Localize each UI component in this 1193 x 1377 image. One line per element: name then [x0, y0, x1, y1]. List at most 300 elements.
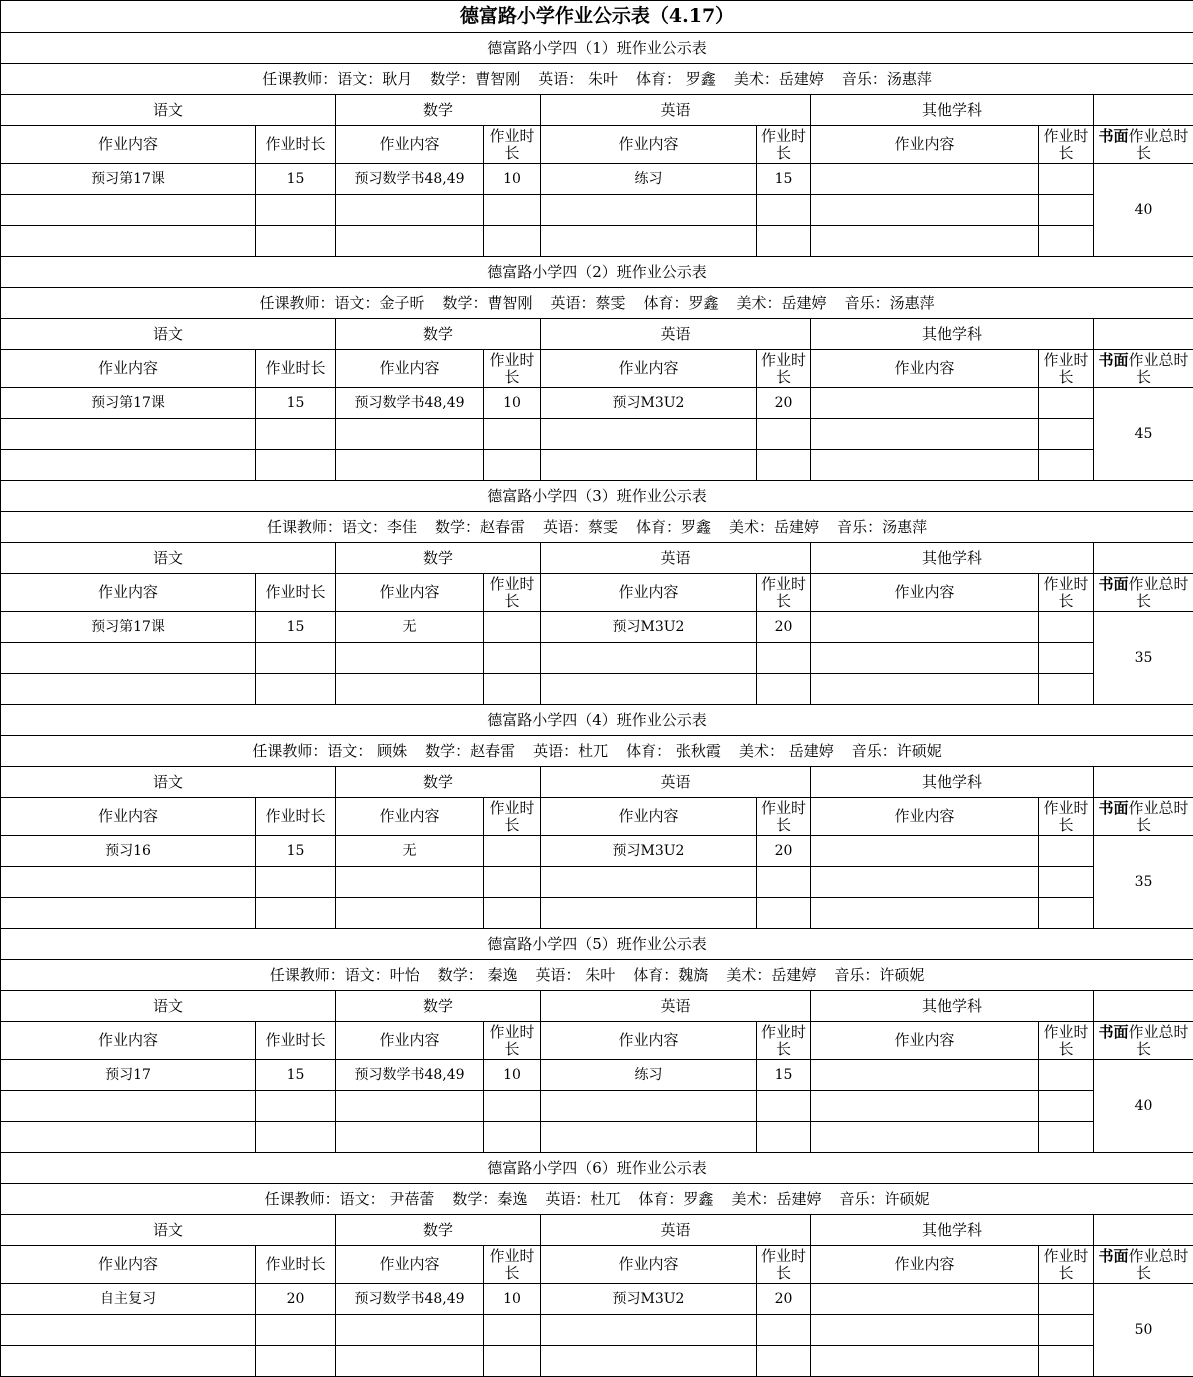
teacher-entry: 数学： 秦逸 [438, 966, 518, 984]
other-content-header: 作业内容 [811, 126, 1039, 164]
teacher-entry: 任课教师：语文：耿月 [262, 70, 412, 88]
other-time-header: 作业时长 [1039, 1022, 1094, 1060]
teacher-entry: 音乐：汤惠萍 [837, 518, 927, 536]
other-time-empty [1039, 674, 1094, 705]
teacher-entry: 英语：杜兀 [533, 742, 608, 760]
column-header-row [1, 574, 1193, 612]
sheet-title: 德富路小学作业公示表（4.17） [1, 1, 1193, 33]
english-time-header: 作业时长 [757, 798, 811, 836]
english-content-empty [541, 674, 757, 705]
total-header-rest: 作业总时长 [1129, 127, 1189, 162]
class-title-row [1, 257, 1193, 288]
homework-row [1, 164, 1193, 195]
other-content [811, 1284, 1039, 1315]
other-time [1039, 836, 1094, 867]
english-content: 预习M3U2 [541, 612, 757, 643]
math-content-header: 作业内容 [336, 574, 484, 612]
english-content-empty [541, 195, 757, 226]
english-time: 15 [757, 164, 811, 195]
teacher-entry: 数学：赵春雷 [435, 518, 525, 536]
subject-english: 英语 [541, 543, 811, 574]
english-time-empty [757, 1122, 811, 1153]
chinese-content-empty [1, 1315, 256, 1346]
chinese-time-header: 作业时长 [256, 1022, 336, 1060]
subject-math: 数学 [336, 1215, 541, 1246]
class-title-row [1, 1153, 1193, 1184]
teacher-entry: 数学：曹智刚 [443, 294, 533, 312]
homework-row [1, 836, 1193, 867]
teacher-entry: 美术：岳建婷 [731, 1190, 821, 1208]
other-time-empty [1039, 898, 1094, 929]
total-time: 35 [1094, 612, 1193, 705]
teachers-row [1, 736, 1193, 767]
teachers-row [1, 288, 1193, 319]
total-time: 50 [1094, 1284, 1193, 1377]
total-time-header [1094, 350, 1193, 388]
total-time: 35 [1094, 836, 1193, 929]
homework-row-empty [1, 195, 1193, 226]
chinese-time-empty [256, 450, 336, 481]
english-content-empty [541, 867, 757, 898]
chinese-time: 15 [256, 388, 336, 419]
total-header-rest: 作业总时长 [1129, 575, 1189, 610]
math-content-empty [336, 674, 484, 705]
other-content-header: 作业内容 [811, 1246, 1039, 1284]
chinese-content-empty [1, 1122, 256, 1153]
teachers-line [1, 960, 1193, 991]
subject-other: 其他学科 [811, 991, 1094, 1022]
total-time-header [1094, 126, 1193, 164]
subject-blank [1094, 767, 1193, 798]
homework-row-empty [1, 643, 1193, 674]
english-content-empty [541, 450, 757, 481]
math-content-empty [336, 450, 484, 481]
teacher-entry: 体育：罗鑫 [644, 294, 719, 312]
chinese-content-empty [1, 898, 256, 929]
math-time [484, 612, 541, 643]
teacher-entry: 体育：罗鑫 [636, 518, 711, 536]
subject-other: 其他学科 [811, 1215, 1094, 1246]
math-time-empty [484, 898, 541, 929]
teacher-entry: 数学：曹智刚 [430, 70, 520, 88]
math-content-empty [336, 226, 484, 257]
teacher-entry: 任课教师：语文： 尹蓓蕾 [265, 1190, 435, 1208]
teacher-entry: 英语：蔡雯 [543, 518, 618, 536]
chinese-content: 预习16 [1, 836, 256, 867]
other-content-empty [811, 674, 1039, 705]
english-time-empty [757, 1315, 811, 1346]
other-time-empty [1039, 450, 1094, 481]
subject-chinese: 语文 [1, 767, 336, 798]
teacher-entry: 体育： 张秋霞 [626, 742, 721, 760]
subject-blank [1094, 1215, 1193, 1246]
subject-header-row [1, 1215, 1193, 1246]
subject-english: 英语 [541, 319, 811, 350]
total-time-header [1094, 1022, 1193, 1060]
chinese-content-empty [1, 674, 256, 705]
teacher-entry: 美术：岳建婷 [726, 966, 816, 984]
homework-row [1, 388, 1193, 419]
other-content [811, 612, 1039, 643]
english-content-header: 作业内容 [541, 1022, 757, 1060]
teachers-line [1, 1184, 1193, 1215]
chinese-time-header: 作业时长 [256, 574, 336, 612]
column-header-row [1, 350, 1193, 388]
math-time-empty [484, 195, 541, 226]
chinese-content: 预习第17课 [1, 612, 256, 643]
math-time-empty [484, 1315, 541, 1346]
teacher-entry: 美术：岳建婷 [729, 518, 819, 536]
subject-header-row [1, 319, 1193, 350]
math-time-header: 作业时长 [484, 798, 541, 836]
english-time-empty [757, 1091, 811, 1122]
math-content-header: 作业内容 [336, 1022, 484, 1060]
other-time-empty [1039, 195, 1094, 226]
english-time-empty [757, 643, 811, 674]
math-time: 10 [484, 164, 541, 195]
homework-row-empty [1, 898, 1193, 929]
subject-blank [1094, 543, 1193, 574]
other-content-empty [811, 1091, 1039, 1122]
teacher-entry: 体育：罗鑫 [638, 1190, 713, 1208]
english-content-empty [541, 1122, 757, 1153]
total-header-bold: 书面 [1099, 799, 1129, 817]
chinese-content-empty [1, 226, 256, 257]
math-content: 预习数学书48,49 [336, 164, 484, 195]
other-content-empty [811, 1122, 1039, 1153]
other-content-empty [811, 643, 1039, 674]
homework-table-body [1, 1, 1193, 1377]
math-content: 预习数学书48,49 [336, 1284, 484, 1315]
math-time-header: 作业时长 [484, 1246, 541, 1284]
teachers-row [1, 512, 1193, 543]
subject-header-row [1, 95, 1193, 126]
subject-other: 其他学科 [811, 319, 1094, 350]
column-header-row [1, 1022, 1193, 1060]
chinese-time-empty [256, 195, 336, 226]
other-content-header: 作业内容 [811, 574, 1039, 612]
homework-row-empty [1, 867, 1193, 898]
subject-math: 数学 [336, 95, 541, 126]
math-content-empty [336, 643, 484, 674]
other-time-empty [1039, 226, 1094, 257]
english-content-empty [541, 419, 757, 450]
english-time: 20 [757, 388, 811, 419]
math-time-empty [484, 450, 541, 481]
teachers-row [1, 1184, 1193, 1215]
column-header-row [1, 126, 1193, 164]
chinese-time-empty [256, 898, 336, 929]
teacher-entry: 美术：岳建婷 [734, 70, 824, 88]
teachers-line [1, 512, 1193, 543]
other-content-header: 作业内容 [811, 798, 1039, 836]
subject-english: 英语 [541, 991, 811, 1022]
math-time-empty [484, 1091, 541, 1122]
total-time-header [1094, 798, 1193, 836]
other-time [1039, 1060, 1094, 1091]
homework-row [1, 1060, 1193, 1091]
math-time-header: 作业时长 [484, 126, 541, 164]
subject-header-row [1, 767, 1193, 798]
other-content-empty [811, 1346, 1039, 1377]
english-time-empty [757, 867, 811, 898]
homework-row-empty [1, 226, 1193, 257]
chinese-content-header: 作业内容 [1, 126, 256, 164]
teachers-line [1, 288, 1193, 319]
english-content-header: 作业内容 [541, 798, 757, 836]
teacher-entry: 音乐：许硕妮 [839, 1190, 929, 1208]
subject-math: 数学 [336, 319, 541, 350]
other-content-empty [811, 867, 1039, 898]
math-time: 10 [484, 1060, 541, 1091]
chinese-content-header: 作业内容 [1, 1022, 256, 1060]
chinese-time-header: 作业时长 [256, 350, 336, 388]
math-time: 10 [484, 1284, 541, 1315]
english-time-empty [757, 419, 811, 450]
english-time-header: 作业时长 [757, 1246, 811, 1284]
chinese-time: 15 [256, 164, 336, 195]
other-content-header: 作业内容 [811, 350, 1039, 388]
class-title: 德富路小学四（3）班作业公示表 [1, 481, 1193, 512]
chinese-content-empty [1, 1346, 256, 1377]
chinese-content-header: 作业内容 [1, 1246, 256, 1284]
teacher-entry: 音乐：汤惠萍 [842, 70, 932, 88]
chinese-time-empty [256, 674, 336, 705]
math-time-empty [484, 674, 541, 705]
math-content-empty [336, 195, 484, 226]
math-content-header: 作业内容 [336, 798, 484, 836]
subject-other: 其他学科 [811, 767, 1094, 798]
chinese-content-empty [1, 195, 256, 226]
total-time: 40 [1094, 1060, 1193, 1153]
teacher-entry: 体育：魏旖 [633, 966, 708, 984]
chinese-content-header: 作业内容 [1, 798, 256, 836]
subject-math: 数学 [336, 991, 541, 1022]
math-content-empty [336, 867, 484, 898]
english-time-header: 作业时长 [757, 126, 811, 164]
math-content: 预习数学书48,49 [336, 1060, 484, 1091]
teacher-entry: 任课教师：语文： 顾姝 [252, 742, 407, 760]
chinese-time-header: 作业时长 [256, 1246, 336, 1284]
math-content-empty [336, 1091, 484, 1122]
english-time-empty [757, 674, 811, 705]
english-time-header: 作业时长 [757, 1022, 811, 1060]
teacher-entry: 英语：蔡雯 [551, 294, 626, 312]
english-time-empty [757, 450, 811, 481]
teacher-entry: 英语： 朱叶 [538, 70, 618, 88]
subject-header-row [1, 543, 1193, 574]
english-content-empty [541, 1315, 757, 1346]
math-time-empty [484, 1122, 541, 1153]
chinese-content: 预习第17课 [1, 164, 256, 195]
other-time [1039, 388, 1094, 419]
math-time-header: 作业时长 [484, 350, 541, 388]
other-time [1039, 164, 1094, 195]
math-content-header: 作业内容 [336, 126, 484, 164]
english-time: 15 [757, 1060, 811, 1091]
class-title: 德富路小学四（6）班作业公示表 [1, 1153, 1193, 1184]
teacher-entry: 音乐：许硕妮 [852, 742, 942, 760]
other-content-empty [811, 898, 1039, 929]
chinese-time-empty [256, 867, 336, 898]
english-time: 20 [757, 1284, 811, 1315]
teachers-row [1, 960, 1193, 991]
teacher-entry: 音乐：许硕妮 [834, 966, 924, 984]
teachers-line [1, 736, 1193, 767]
total-header-rest: 作业总时长 [1129, 1247, 1189, 1282]
other-time-empty [1039, 867, 1094, 898]
math-time-empty [484, 226, 541, 257]
other-time-header: 作业时长 [1039, 1246, 1094, 1284]
english-time-empty [757, 898, 811, 929]
class-title-row [1, 481, 1193, 512]
english-time-header: 作业时长 [757, 350, 811, 388]
chinese-content: 预习第17课 [1, 388, 256, 419]
other-time-empty [1039, 1346, 1094, 1377]
math-content-empty [336, 419, 484, 450]
other-time-empty [1039, 1122, 1094, 1153]
other-time-empty [1039, 419, 1094, 450]
other-time-header: 作业时长 [1039, 126, 1094, 164]
math-content-empty [336, 1315, 484, 1346]
math-time-empty [484, 643, 541, 674]
subject-chinese: 语文 [1, 95, 336, 126]
class-title-row [1, 33, 1193, 64]
math-content-empty [336, 1346, 484, 1377]
other-content-empty [811, 419, 1039, 450]
homework-row-empty [1, 1346, 1193, 1377]
math-time: 10 [484, 388, 541, 419]
homework-row-empty [1, 1122, 1193, 1153]
math-content-header: 作业内容 [336, 1246, 484, 1284]
other-content-empty [811, 1315, 1039, 1346]
chinese-content-header: 作业内容 [1, 350, 256, 388]
other-content-empty [811, 195, 1039, 226]
chinese-time-empty [256, 419, 336, 450]
chinese-content: 预习17 [1, 1060, 256, 1091]
math-time-empty [484, 1346, 541, 1377]
total-header-bold: 书面 [1099, 575, 1129, 593]
class-title: 德富路小学四（4）班作业公示表 [1, 705, 1193, 736]
chinese-content-empty [1, 1091, 256, 1122]
chinese-time-header: 作业时长 [256, 126, 336, 164]
teacher-entry: 数学：秦逸 [452, 1190, 527, 1208]
other-time-header: 作业时长 [1039, 574, 1094, 612]
english-content-empty [541, 1091, 757, 1122]
english-content-header: 作业内容 [541, 350, 757, 388]
homework-row-empty [1, 419, 1193, 450]
english-time: 20 [757, 836, 811, 867]
homework-row-empty [1, 1315, 1193, 1346]
chinese-time-empty [256, 226, 336, 257]
other-time-empty [1039, 1091, 1094, 1122]
other-time-empty [1039, 1315, 1094, 1346]
other-content [811, 1060, 1039, 1091]
class-title-row [1, 705, 1193, 736]
column-header-row [1, 1246, 1193, 1284]
teacher-entry: 英语：杜兀 [545, 1190, 620, 1208]
total-header-bold: 书面 [1099, 127, 1129, 145]
other-content-header: 作业内容 [811, 1022, 1039, 1060]
other-time-header: 作业时长 [1039, 350, 1094, 388]
class-title: 德富路小学四（2）班作业公示表 [1, 257, 1193, 288]
english-time-empty [757, 195, 811, 226]
homework-row [1, 1284, 1193, 1315]
total-header-bold: 书面 [1099, 1023, 1129, 1041]
teacher-entry: 音乐：汤惠萍 [845, 294, 935, 312]
chinese-content-header: 作业内容 [1, 574, 256, 612]
chinese-content-empty [1, 867, 256, 898]
english-content: 预习M3U2 [541, 836, 757, 867]
english-content: 预习M3U2 [541, 388, 757, 419]
math-time-header: 作业时长 [484, 1022, 541, 1060]
subject-chinese: 语文 [1, 991, 336, 1022]
homework-row [1, 612, 1193, 643]
chinese-time: 15 [256, 1060, 336, 1091]
other-content [811, 164, 1039, 195]
chinese-content-empty [1, 450, 256, 481]
chinese-time-empty [256, 1315, 336, 1346]
total-header-rest: 作业总时长 [1129, 1023, 1189, 1058]
subject-other: 其他学科 [811, 95, 1094, 126]
chinese-time-header: 作业时长 [256, 798, 336, 836]
chinese-time: 15 [256, 836, 336, 867]
subject-chinese: 语文 [1, 1215, 336, 1246]
total-time: 45 [1094, 388, 1193, 481]
english-time: 20 [757, 612, 811, 643]
subject-chinese: 语文 [1, 319, 336, 350]
class-title: 德富路小学四（1）班作业公示表 [1, 33, 1193, 64]
other-time-empty [1039, 643, 1094, 674]
other-content [811, 836, 1039, 867]
math-time-empty [484, 867, 541, 898]
subject-blank [1094, 991, 1193, 1022]
english-time-empty [757, 226, 811, 257]
homework-row-empty [1, 1091, 1193, 1122]
english-content: 预习M3U2 [541, 1284, 757, 1315]
other-time-header: 作业时长 [1039, 798, 1094, 836]
subject-blank [1094, 95, 1193, 126]
other-time [1039, 612, 1094, 643]
homework-row-empty [1, 450, 1193, 481]
teacher-entry: 任课教师：语文：金子昕 [259, 294, 424, 312]
math-content-empty [336, 898, 484, 929]
teacher-entry: 任课教师：语文：叶怡 [270, 966, 420, 984]
english-content-empty [541, 1346, 757, 1377]
total-header-rest: 作业总时长 [1129, 351, 1189, 386]
class-title: 德富路小学四（5）班作业公示表 [1, 929, 1193, 960]
english-content-header: 作业内容 [541, 1246, 757, 1284]
english-content-empty [541, 643, 757, 674]
chinese-content-empty [1, 419, 256, 450]
english-content-header: 作业内容 [541, 126, 757, 164]
subject-english: 英语 [541, 95, 811, 126]
chinese-time-empty [256, 1346, 336, 1377]
math-time [484, 836, 541, 867]
other-time [1039, 1284, 1094, 1315]
teachers-row [1, 64, 1193, 95]
math-content-header: 作业内容 [336, 350, 484, 388]
subject-blank [1094, 319, 1193, 350]
chinese-time-empty [256, 643, 336, 674]
teacher-entry: 美术： 岳建婷 [739, 742, 834, 760]
total-header-bold: 书面 [1099, 351, 1129, 369]
other-content-empty [811, 450, 1039, 481]
column-header-row [1, 798, 1193, 836]
chinese-time: 15 [256, 612, 336, 643]
english-time-empty [757, 1346, 811, 1377]
total-time-header [1094, 1246, 1193, 1284]
